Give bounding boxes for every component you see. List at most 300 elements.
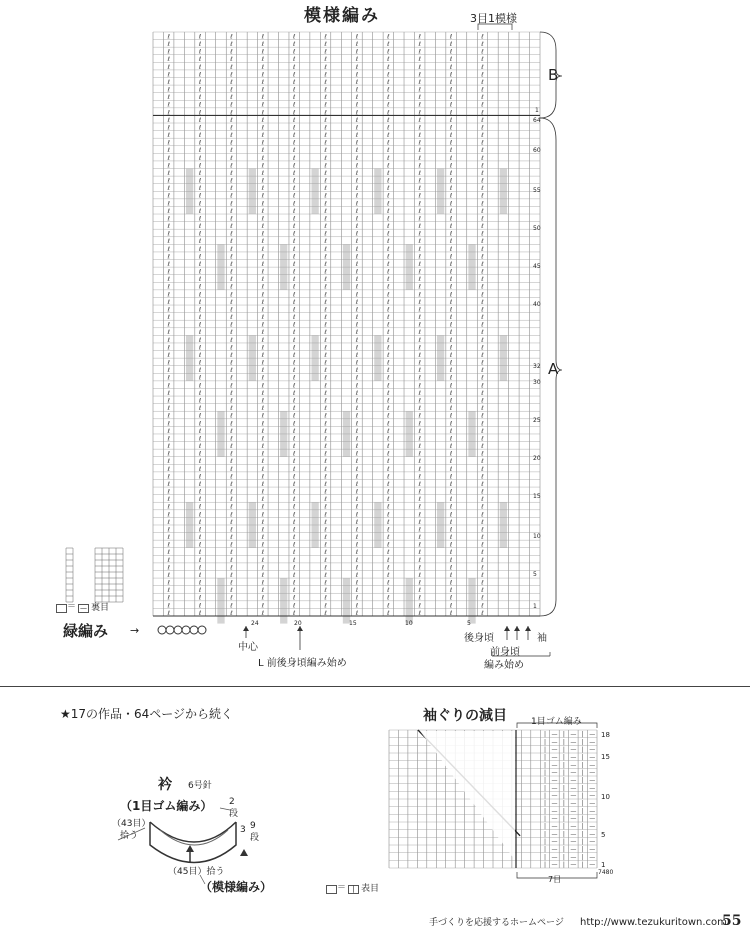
- svg-text:ℓ: ℓ: [167, 534, 170, 542]
- svg-text:ℓ: ℓ: [481, 260, 484, 268]
- svg-text:ℓ: ℓ: [481, 549, 484, 557]
- svg-text:|: |: [562, 838, 565, 846]
- svg-text:ℓ: ℓ: [261, 215, 265, 223]
- svg-text:|: |: [543, 815, 547, 823]
- collar-pattern-label: （模様編み）: [200, 880, 273, 894]
- svg-text:ℓ: ℓ: [449, 147, 453, 155]
- svg-text:ℓ: ℓ: [261, 94, 265, 102]
- svg-text:ℓ: ℓ: [481, 534, 484, 542]
- svg-text:ℓ: ℓ: [167, 253, 170, 261]
- svg-text:ℓ: ℓ: [387, 571, 390, 579]
- svg-text:ℓ: ℓ: [198, 276, 202, 284]
- svg-text:ℓ: ℓ: [418, 56, 421, 64]
- svg-text:ℓ: ℓ: [387, 253, 390, 261]
- svg-text:ℓ: ℓ: [418, 389, 421, 397]
- svg-text:ℓ: ℓ: [481, 109, 484, 117]
- svg-text:ℓ: ℓ: [449, 602, 453, 610]
- svg-text:ℓ: ℓ: [481, 351, 484, 359]
- svg-text:ℓ: ℓ: [481, 276, 484, 284]
- svg-text:ℓ: ℓ: [481, 465, 484, 473]
- svg-text:ℓ: ℓ: [418, 109, 421, 117]
- svg-text:ℓ: ℓ: [230, 276, 233, 284]
- center-label: 中心: [238, 642, 258, 653]
- svg-text:ℓ: ℓ: [167, 94, 170, 102]
- svg-text:ℓ: ℓ: [418, 86, 421, 94]
- svg-text:ℓ: ℓ: [230, 86, 233, 94]
- svg-text:|: |: [581, 800, 584, 808]
- svg-text:ℓ: ℓ: [387, 473, 390, 481]
- svg-text:ℓ: ℓ: [230, 162, 233, 170]
- svg-text:ℓ: ℓ: [292, 389, 296, 397]
- svg-text:|: |: [543, 769, 547, 777]
- svg-text:—: —: [551, 746, 558, 754]
- svg-text:—: —: [589, 754, 596, 762]
- svg-text:ℓ: ℓ: [418, 162, 421, 170]
- svg-text:ℓ: ℓ: [324, 298, 327, 306]
- svg-text:ℓ: ℓ: [198, 245, 202, 253]
- svg-text:ℓ: ℓ: [324, 291, 327, 299]
- svg-text:ℓ: ℓ: [198, 298, 202, 306]
- svg-text:ℓ: ℓ: [292, 124, 296, 132]
- svg-text:—: —: [570, 846, 577, 854]
- svg-text:ℓ: ℓ: [292, 571, 296, 579]
- svg-text:ℓ: ℓ: [261, 56, 265, 64]
- armhole-row-number: 1: [601, 861, 606, 869]
- sleeve-label: 袖: [537, 633, 547, 644]
- svg-text:ℓ: ℓ: [292, 526, 296, 534]
- svg-text:ℓ: ℓ: [292, 71, 296, 79]
- svg-text:ℓ: ℓ: [167, 260, 170, 268]
- svg-text:ℓ: ℓ: [167, 587, 170, 595]
- svg-text:ℓ: ℓ: [355, 124, 359, 132]
- svg-text:ℓ: ℓ: [230, 291, 233, 299]
- svg-text:ℓ: ℓ: [481, 268, 484, 276]
- svg-text:ℓ: ℓ: [449, 427, 453, 435]
- svg-text:ℓ: ℓ: [355, 132, 359, 140]
- svg-text:ℓ: ℓ: [167, 124, 170, 132]
- svg-text:ℓ: ℓ: [481, 329, 484, 337]
- svg-text:ℓ: ℓ: [481, 382, 484, 390]
- svg-text:ℓ: ℓ: [449, 260, 453, 268]
- svg-text:ℓ: ℓ: [355, 541, 359, 549]
- svg-text:ℓ: ℓ: [481, 336, 484, 344]
- svg-text:ℓ: ℓ: [387, 488, 390, 496]
- svg-text:ℓ: ℓ: [418, 139, 421, 147]
- svg-text:ℓ: ℓ: [449, 48, 453, 56]
- svg-text:ℓ: ℓ: [481, 427, 484, 435]
- svg-text:—: —: [570, 853, 577, 861]
- svg-text:|: |: [581, 838, 584, 846]
- svg-text:ℓ: ℓ: [418, 435, 421, 443]
- svg-text:ℓ: ℓ: [292, 336, 296, 344]
- svg-text:ℓ: ℓ: [387, 465, 390, 473]
- svg-text:ℓ: ℓ: [449, 116, 453, 124]
- svg-text:ℓ: ℓ: [198, 109, 202, 117]
- svg-text:ℓ: ℓ: [418, 306, 421, 314]
- svg-text:ℓ: ℓ: [292, 321, 296, 329]
- svg-text:ℓ: ℓ: [198, 389, 202, 397]
- svg-text:ℓ: ℓ: [167, 602, 170, 610]
- svg-text:ℓ: ℓ: [387, 63, 390, 71]
- svg-text:ℓ: ℓ: [481, 230, 484, 238]
- svg-text:ℓ: ℓ: [167, 314, 170, 322]
- svg-text:—: —: [551, 738, 558, 746]
- front-body-label: 前身頃: [490, 647, 520, 658]
- svg-text:ℓ: ℓ: [167, 473, 170, 481]
- svg-text:ℓ: ℓ: [198, 541, 202, 549]
- svg-text:ℓ: ℓ: [355, 215, 359, 223]
- svg-text:ℓ: ℓ: [261, 609, 265, 617]
- svg-text:ℓ: ℓ: [418, 556, 421, 564]
- knit-start-label: 編み始め: [484, 660, 524, 671]
- svg-text:ℓ: ℓ: [261, 33, 265, 41]
- svg-text:ℓ: ℓ: [387, 564, 390, 572]
- chart-title: 模様編み: [304, 6, 380, 26]
- svg-text:ℓ: ℓ: [167, 56, 170, 64]
- svg-text:ℓ: ℓ: [449, 94, 453, 102]
- svg-text:ℓ: ℓ: [418, 63, 421, 71]
- svg-text:ℓ: ℓ: [230, 101, 233, 109]
- svg-text:ℓ: ℓ: [261, 291, 265, 299]
- svg-text:ℓ: ℓ: [355, 314, 359, 322]
- svg-text:ℓ: ℓ: [324, 389, 327, 397]
- svg-text:ℓ: ℓ: [449, 541, 453, 549]
- svg-text:ℓ: ℓ: [261, 412, 265, 420]
- svg-text:ℓ: ℓ: [418, 594, 421, 602]
- svg-text:|: |: [581, 830, 584, 838]
- svg-text:ℓ: ℓ: [292, 48, 296, 56]
- svg-text:—: —: [551, 800, 558, 808]
- row-number: 55: [533, 187, 541, 194]
- svg-text:ℓ: ℓ: [481, 435, 484, 443]
- svg-text:ℓ: ℓ: [167, 238, 170, 246]
- svg-text:ℓ: ℓ: [292, 185, 296, 193]
- svg-text:ℓ: ℓ: [324, 86, 327, 94]
- svg-text:|: |: [543, 777, 547, 785]
- svg-text:ℓ: ℓ: [387, 549, 390, 557]
- svg-text:ℓ: ℓ: [198, 571, 202, 579]
- svg-text:ℓ: ℓ: [167, 276, 170, 284]
- svg-text:ℓ: ℓ: [418, 298, 421, 306]
- svg-text:ℓ: ℓ: [261, 321, 265, 329]
- svg-text:ℓ: ℓ: [324, 503, 327, 511]
- svg-text:ℓ: ℓ: [324, 549, 327, 557]
- svg-text:—: —: [589, 746, 596, 754]
- svg-text:|: |: [543, 738, 547, 746]
- svg-text:ℓ: ℓ: [418, 450, 421, 458]
- svg-text:ℓ: ℓ: [324, 124, 327, 132]
- svg-text:—: —: [551, 792, 558, 800]
- svg-text:|: |: [581, 792, 584, 800]
- svg-text:ℓ: ℓ: [449, 101, 453, 109]
- svg-text:ℓ: ℓ: [355, 412, 359, 420]
- svg-text:ℓ: ℓ: [261, 556, 265, 564]
- svg-text:ℓ: ℓ: [387, 427, 390, 435]
- svg-text:|: |: [562, 815, 565, 823]
- svg-text:ℓ: ℓ: [449, 276, 453, 284]
- svg-text:ℓ: ℓ: [198, 185, 202, 193]
- pickup-45: （45目）拾う: [168, 867, 225, 877]
- svg-text:ℓ: ℓ: [292, 147, 296, 155]
- svg-text:ℓ: ℓ: [261, 260, 265, 268]
- svg-text:ℓ: ℓ: [387, 192, 390, 200]
- svg-text:ℓ: ℓ: [449, 169, 453, 177]
- svg-text:ℓ: ℓ: [449, 556, 453, 564]
- svg-text:ℓ: ℓ: [167, 132, 170, 140]
- svg-text:|: |: [581, 815, 584, 823]
- svg-text:ℓ: ℓ: [324, 132, 327, 140]
- svg-text:ℓ: ℓ: [292, 420, 296, 428]
- needle-size: 6号針: [188, 781, 212, 791]
- svg-text:ℓ: ℓ: [230, 534, 233, 542]
- svg-text:ℓ: ℓ: [324, 518, 327, 526]
- svg-text:ℓ: ℓ: [418, 359, 421, 367]
- svg-text:ℓ: ℓ: [387, 321, 390, 329]
- svg-text:ℓ: ℓ: [418, 587, 421, 595]
- svg-text:ℓ: ℓ: [418, 207, 421, 215]
- svg-text:ℓ: ℓ: [292, 450, 296, 458]
- svg-text:ℓ: ℓ: [292, 192, 296, 200]
- svg-text:|: |: [562, 853, 565, 861]
- svg-text:ℓ: ℓ: [230, 253, 233, 261]
- svg-text:ℓ: ℓ: [167, 511, 170, 519]
- svg-text:|: |: [581, 761, 584, 769]
- svg-text:ℓ: ℓ: [261, 71, 265, 79]
- svg-text:ℓ: ℓ: [387, 503, 390, 511]
- svg-text:ℓ: ℓ: [387, 534, 390, 542]
- rows-2: 2: [229, 797, 235, 807]
- footer-url[interactable]: http://www.tezukuritown.com: [580, 917, 727, 928]
- svg-text:ℓ: ℓ: [167, 405, 170, 413]
- svg-text:ℓ: ℓ: [481, 412, 484, 420]
- svg-text:ℓ: ℓ: [481, 526, 484, 534]
- svg-text:ℓ: ℓ: [198, 260, 202, 268]
- row-number: 45: [533, 263, 541, 270]
- svg-text:ℓ: ℓ: [481, 33, 484, 41]
- svg-text:ℓ: ℓ: [324, 541, 327, 549]
- svg-text:ℓ: ℓ: [292, 78, 296, 86]
- svg-text:ℓ: ℓ: [449, 238, 453, 246]
- svg-text:ℓ: ℓ: [230, 215, 233, 223]
- svg-text:ℓ: ℓ: [230, 518, 233, 526]
- svg-text:ℓ: ℓ: [261, 169, 265, 177]
- svg-text:ℓ: ℓ: [418, 33, 421, 41]
- svg-text:ℓ: ℓ: [324, 238, 327, 246]
- svg-text:ℓ: ℓ: [418, 511, 421, 519]
- svg-text:ℓ: ℓ: [481, 116, 484, 124]
- back-body-label: 後身頃: [464, 633, 494, 644]
- svg-text:ℓ: ℓ: [387, 185, 390, 193]
- svg-text:—: —: [589, 800, 596, 808]
- svg-text:ℓ: ℓ: [198, 215, 202, 223]
- svg-text:ℓ: ℓ: [198, 594, 202, 602]
- svg-text:ℓ: ℓ: [355, 177, 359, 185]
- svg-text:ℓ: ℓ: [261, 594, 265, 602]
- svg-text:ℓ: ℓ: [324, 63, 327, 71]
- svg-text:ℓ: ℓ: [292, 276, 296, 284]
- svg-text:ℓ: ℓ: [167, 382, 170, 390]
- svg-text:ℓ: ℓ: [387, 162, 390, 170]
- svg-text:ℓ: ℓ: [418, 185, 421, 193]
- svg-text:ℓ: ℓ: [230, 169, 233, 177]
- svg-text:ℓ: ℓ: [355, 207, 359, 215]
- repeat-note: 3目1模様: [470, 12, 517, 25]
- svg-text:ℓ: ℓ: [198, 268, 202, 276]
- svg-text:ℓ: ℓ: [292, 109, 296, 117]
- stitch-count: 10: [405, 620, 413, 627]
- svg-text:ℓ: ℓ: [387, 230, 390, 238]
- svg-text:ℓ: ℓ: [261, 336, 265, 344]
- svg-text:ℓ: ℓ: [292, 397, 296, 405]
- svg-text:|: |: [562, 761, 565, 769]
- svg-text:|: |: [581, 823, 584, 831]
- svg-text:ℓ: ℓ: [230, 344, 233, 352]
- svg-text:ℓ: ℓ: [198, 56, 202, 64]
- svg-text:ℓ: ℓ: [418, 48, 421, 56]
- page-number: 55: [722, 913, 742, 929]
- svg-text:ℓ: ℓ: [261, 480, 265, 488]
- svg-text:ℓ: ℓ: [387, 101, 390, 109]
- svg-text:ℓ: ℓ: [355, 223, 359, 231]
- svg-text:ℓ: ℓ: [198, 367, 202, 375]
- svg-text:|: |: [543, 754, 547, 762]
- svg-text:ℓ: ℓ: [355, 238, 359, 246]
- svg-text:ℓ: ℓ: [324, 314, 327, 322]
- rows-9: 9: [250, 821, 256, 831]
- svg-text:ℓ: ℓ: [481, 571, 484, 579]
- svg-text:ℓ: ℓ: [167, 223, 170, 231]
- svg-text:ℓ: ℓ: [418, 374, 421, 382]
- svg-text:—: —: [589, 838, 596, 846]
- svg-text:ℓ: ℓ: [481, 283, 484, 291]
- svg-text:—: —: [570, 769, 577, 777]
- svg-text:ℓ: ℓ: [324, 336, 327, 344]
- svg-text:ℓ: ℓ: [198, 480, 202, 488]
- svg-text:ℓ: ℓ: [324, 154, 327, 162]
- svg-text:|: |: [543, 784, 547, 792]
- svg-text:ℓ: ℓ: [230, 48, 233, 56]
- svg-text:ℓ: ℓ: [198, 283, 202, 291]
- svg-text:ℓ: ℓ: [261, 503, 265, 511]
- svg-text:ℓ: ℓ: [324, 587, 327, 595]
- svg-text:ℓ: ℓ: [261, 564, 265, 572]
- svg-text:ℓ: ℓ: [481, 63, 484, 71]
- svg-text:ℓ: ℓ: [355, 480, 359, 488]
- svg-text:ℓ: ℓ: [198, 503, 202, 511]
- svg-text:ℓ: ℓ: [198, 556, 202, 564]
- svg-text:—: —: [570, 838, 577, 846]
- svg-text:ℓ: ℓ: [355, 397, 359, 405]
- svg-text:ℓ: ℓ: [167, 321, 170, 329]
- svg-text:ℓ: ℓ: [167, 594, 170, 602]
- legend-knit-box: |: [348, 885, 359, 894]
- svg-text:ℓ: ℓ: [387, 33, 390, 41]
- svg-text:ℓ: ℓ: [198, 427, 202, 435]
- svg-text:ℓ: ℓ: [261, 109, 265, 117]
- svg-text:ℓ: ℓ: [292, 230, 296, 238]
- svg-text:—: —: [570, 731, 577, 739]
- svg-text:ℓ: ℓ: [418, 215, 421, 223]
- svg-text:ℓ: ℓ: [167, 435, 170, 443]
- section-a-label: A: [548, 360, 559, 378]
- svg-text:|: |: [581, 731, 584, 739]
- svg-text:ℓ: ℓ: [292, 367, 296, 375]
- svg-text:ℓ: ℓ: [418, 169, 421, 177]
- svg-text:ℓ: ℓ: [261, 238, 265, 246]
- svg-text:|: |: [562, 846, 565, 854]
- svg-text:ℓ: ℓ: [387, 435, 390, 443]
- svg-text:ℓ: ℓ: [292, 223, 296, 231]
- svg-text:ℓ: ℓ: [198, 63, 202, 71]
- svg-text:ℓ: ℓ: [324, 609, 327, 617]
- svg-text:ℓ: ℓ: [324, 101, 327, 109]
- svg-text:ℓ: ℓ: [292, 283, 296, 291]
- svg-text:ℓ: ℓ: [261, 116, 265, 124]
- svg-text:ℓ: ℓ: [167, 116, 170, 124]
- stitch-count: 20: [294, 620, 302, 627]
- svg-text:ℓ: ℓ: [449, 564, 453, 572]
- svg-text:ℓ: ℓ: [167, 48, 170, 56]
- svg-text:ℓ: ℓ: [449, 162, 453, 170]
- svg-text:ℓ: ℓ: [167, 564, 170, 572]
- svg-text:ℓ: ℓ: [167, 496, 170, 504]
- svg-text:ℓ: ℓ: [418, 488, 421, 496]
- svg-text:ℓ: ℓ: [387, 359, 390, 367]
- svg-text:ℓ: ℓ: [418, 71, 421, 79]
- svg-text:ℓ: ℓ: [230, 556, 233, 564]
- svg-text:ℓ: ℓ: [324, 185, 327, 193]
- svg-text:ℓ: ℓ: [261, 526, 265, 534]
- svg-text:ℓ: ℓ: [198, 78, 202, 86]
- svg-text:ℓ: ℓ: [198, 321, 202, 329]
- svg-text:ℓ: ℓ: [167, 268, 170, 276]
- svg-text:ℓ: ℓ: [387, 412, 390, 420]
- svg-text:ℓ: ℓ: [418, 200, 421, 208]
- svg-text:ℓ: ℓ: [481, 374, 484, 382]
- svg-text:ℓ: ℓ: [261, 298, 265, 306]
- svg-text:ℓ: ℓ: [418, 336, 421, 344]
- svg-text:—: —: [570, 738, 577, 746]
- svg-text:ℓ: ℓ: [261, 124, 265, 132]
- footer-text: 手づくりを応援するホームページ: [429, 918, 564, 928]
- armhole-row-number: 18: [601, 731, 610, 739]
- svg-text:ℓ: ℓ: [261, 435, 265, 443]
- svg-text:ℓ: ℓ: [481, 473, 484, 481]
- svg-text:ℓ: ℓ: [261, 518, 265, 526]
- svg-text:ℓ: ℓ: [324, 276, 327, 284]
- svg-text:ℓ: ℓ: [261, 534, 265, 542]
- svg-text:ℓ: ℓ: [355, 154, 359, 162]
- svg-text:ℓ: ℓ: [324, 443, 327, 451]
- svg-text:ℓ: ℓ: [261, 351, 265, 359]
- svg-text:ℓ: ℓ: [198, 147, 202, 155]
- svg-text:ℓ: ℓ: [230, 389, 233, 397]
- svg-text:ℓ: ℓ: [355, 71, 359, 79]
- svg-text:ℓ: ℓ: [230, 427, 233, 435]
- section-b-label: B: [548, 66, 559, 84]
- svg-text:ℓ: ℓ: [198, 465, 202, 473]
- svg-text:ℓ: ℓ: [418, 412, 421, 420]
- svg-text:ℓ: ℓ: [355, 253, 359, 261]
- svg-text:|: |: [581, 784, 584, 792]
- svg-text:ℓ: ℓ: [449, 207, 453, 215]
- svg-text:ℓ: ℓ: [481, 594, 484, 602]
- svg-text:ℓ: ℓ: [230, 56, 233, 64]
- svg-text:ℓ: ℓ: [198, 192, 202, 200]
- rows-2-unit: 段: [229, 809, 239, 819]
- svg-text:ℓ: ℓ: [292, 245, 296, 253]
- svg-text:—: —: [551, 838, 558, 846]
